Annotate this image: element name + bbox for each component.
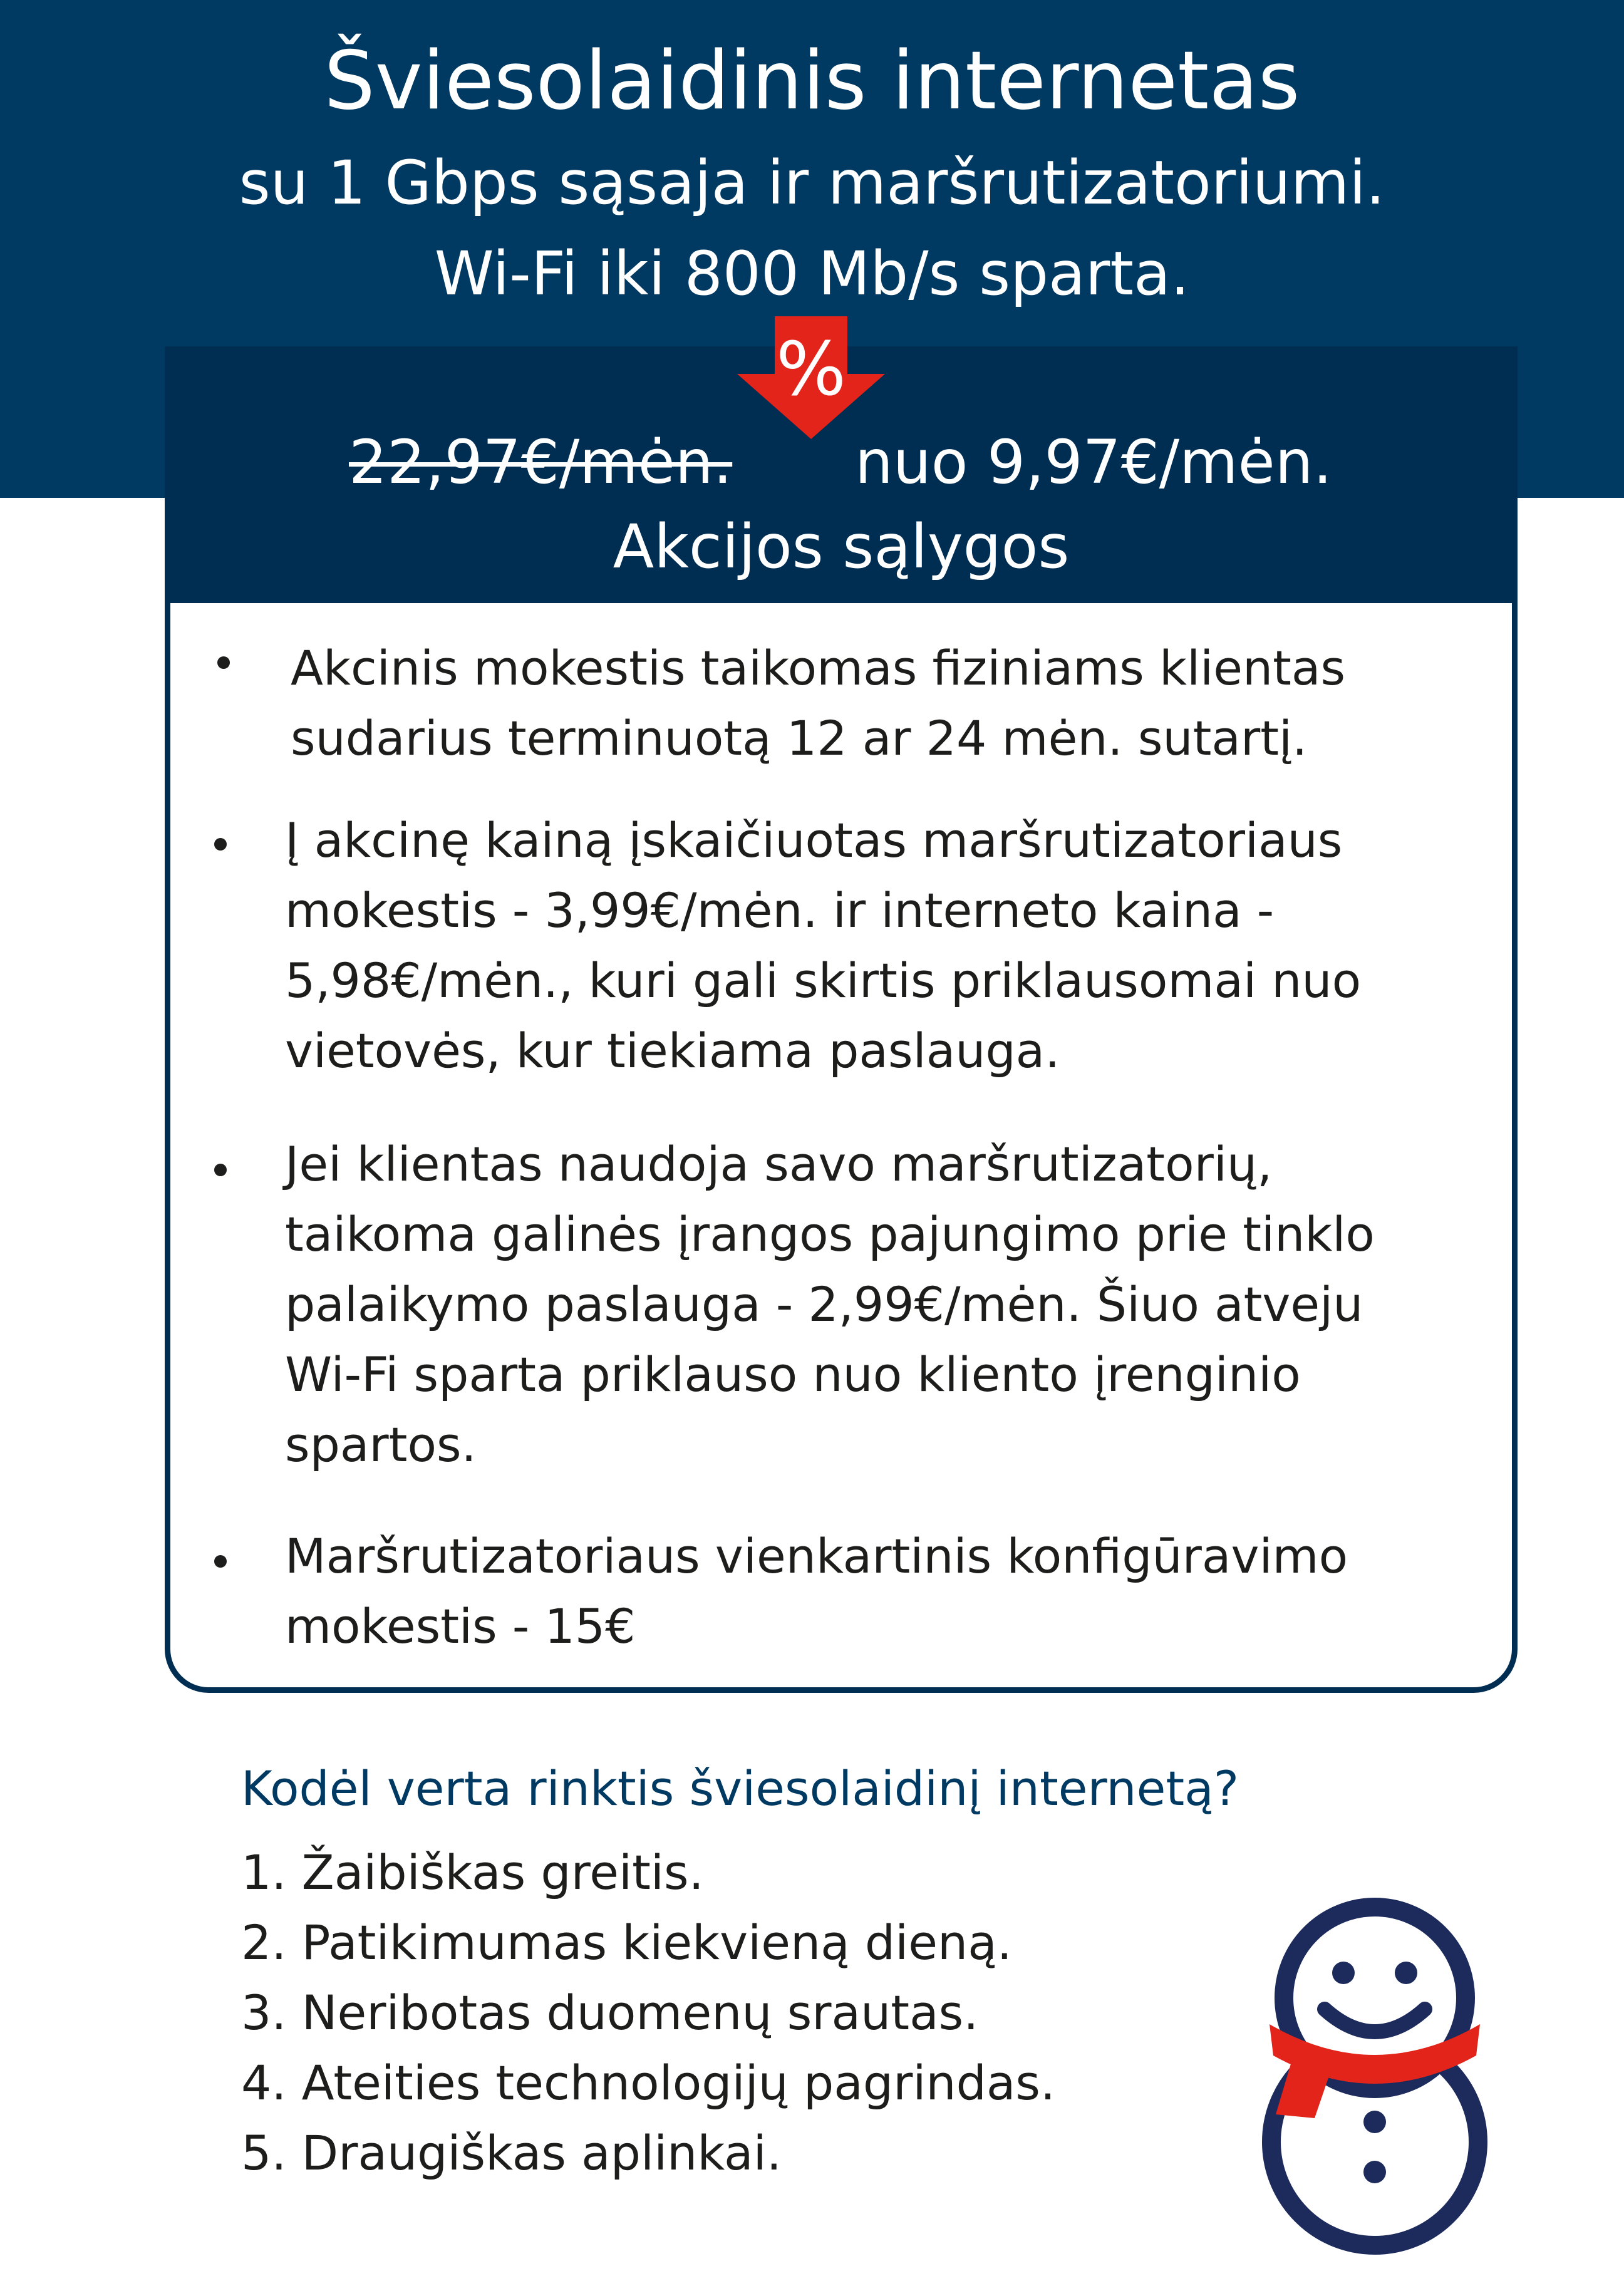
condition-item: Į akcinę kainą įskaičiuotas maršrutizatoriaus mokestis - 3,99€/mėn. ir interneto kaina - 5,98€/mėn., kuri gali skirtis priklausomai nuo vietovės, kur tiekiama paslauga. <box>285 812 1362 1078</box>
page-title: Šviesolaidinis internetas <box>324 34 1300 128</box>
condition-item: Jei klientas naudoja savo maršrutizatorių, taikoma galinės įrangos pajungimo prie tinklo palaikymo paslauga - 2,99€/mėn. Šiuo atveju Wi-Fi sparta priklauso nuo kliento įrenginio spartos. <box>285 1136 1375 1472</box>
page-subtitle-1: su 1 Gbps sąsaja ir maršrutizatoriumi. <box>239 148 1385 218</box>
old-price: 22,97€/mėn. <box>349 427 733 497</box>
discount-symbol: % <box>775 326 847 412</box>
reasons-list <box>241 1838 1055 2188</box>
snowman-icon <box>1218 1879 1531 2255</box>
conditions-title: Akcijos sąlygos <box>613 512 1070 582</box>
reason-item: 3. Neribotas duomenų srautas. <box>241 1985 979 2040</box>
conditions-list <box>170 346 1512 1687</box>
conditions-card <box>165 346 1518 1693</box>
why-title: Kodėl verta rinktis šviesolaidinį internetą? <box>241 1761 1239 1816</box>
bullet-icon <box>217 656 230 669</box>
condition-item: Akcinis mokestis taikomas fiziniams klientas sudarius terminuotą 12 ar 24 mėn. sutartį. <box>291 640 1346 766</box>
condition-item: Maršrutizatoriaus vienkartinis konfigūravimo mokestis - 15€ <box>285 1528 1348 1654</box>
reason-item: 5. Draugiškas aplinkai. <box>241 2125 782 2181</box>
bullet-icon <box>214 1555 227 1568</box>
bullet-icon <box>214 1164 227 1176</box>
reason-item: 4. Ateities technologijų pagrindas. <box>241 2055 1056 2111</box>
discount-arrow-icon <box>736 316 886 442</box>
new-price: nuo 9,97€/mėn. <box>855 427 1333 497</box>
page-subtitle-2: Wi-Fi iki 800 Mb/s sparta. <box>434 239 1190 309</box>
reason-item: 2. Patikimumas kiekvieną dieną. <box>241 1915 1012 1970</box>
reason-item: 1. Žaibiškas greitis. <box>241 1844 704 1900</box>
bullet-icon <box>214 838 227 851</box>
